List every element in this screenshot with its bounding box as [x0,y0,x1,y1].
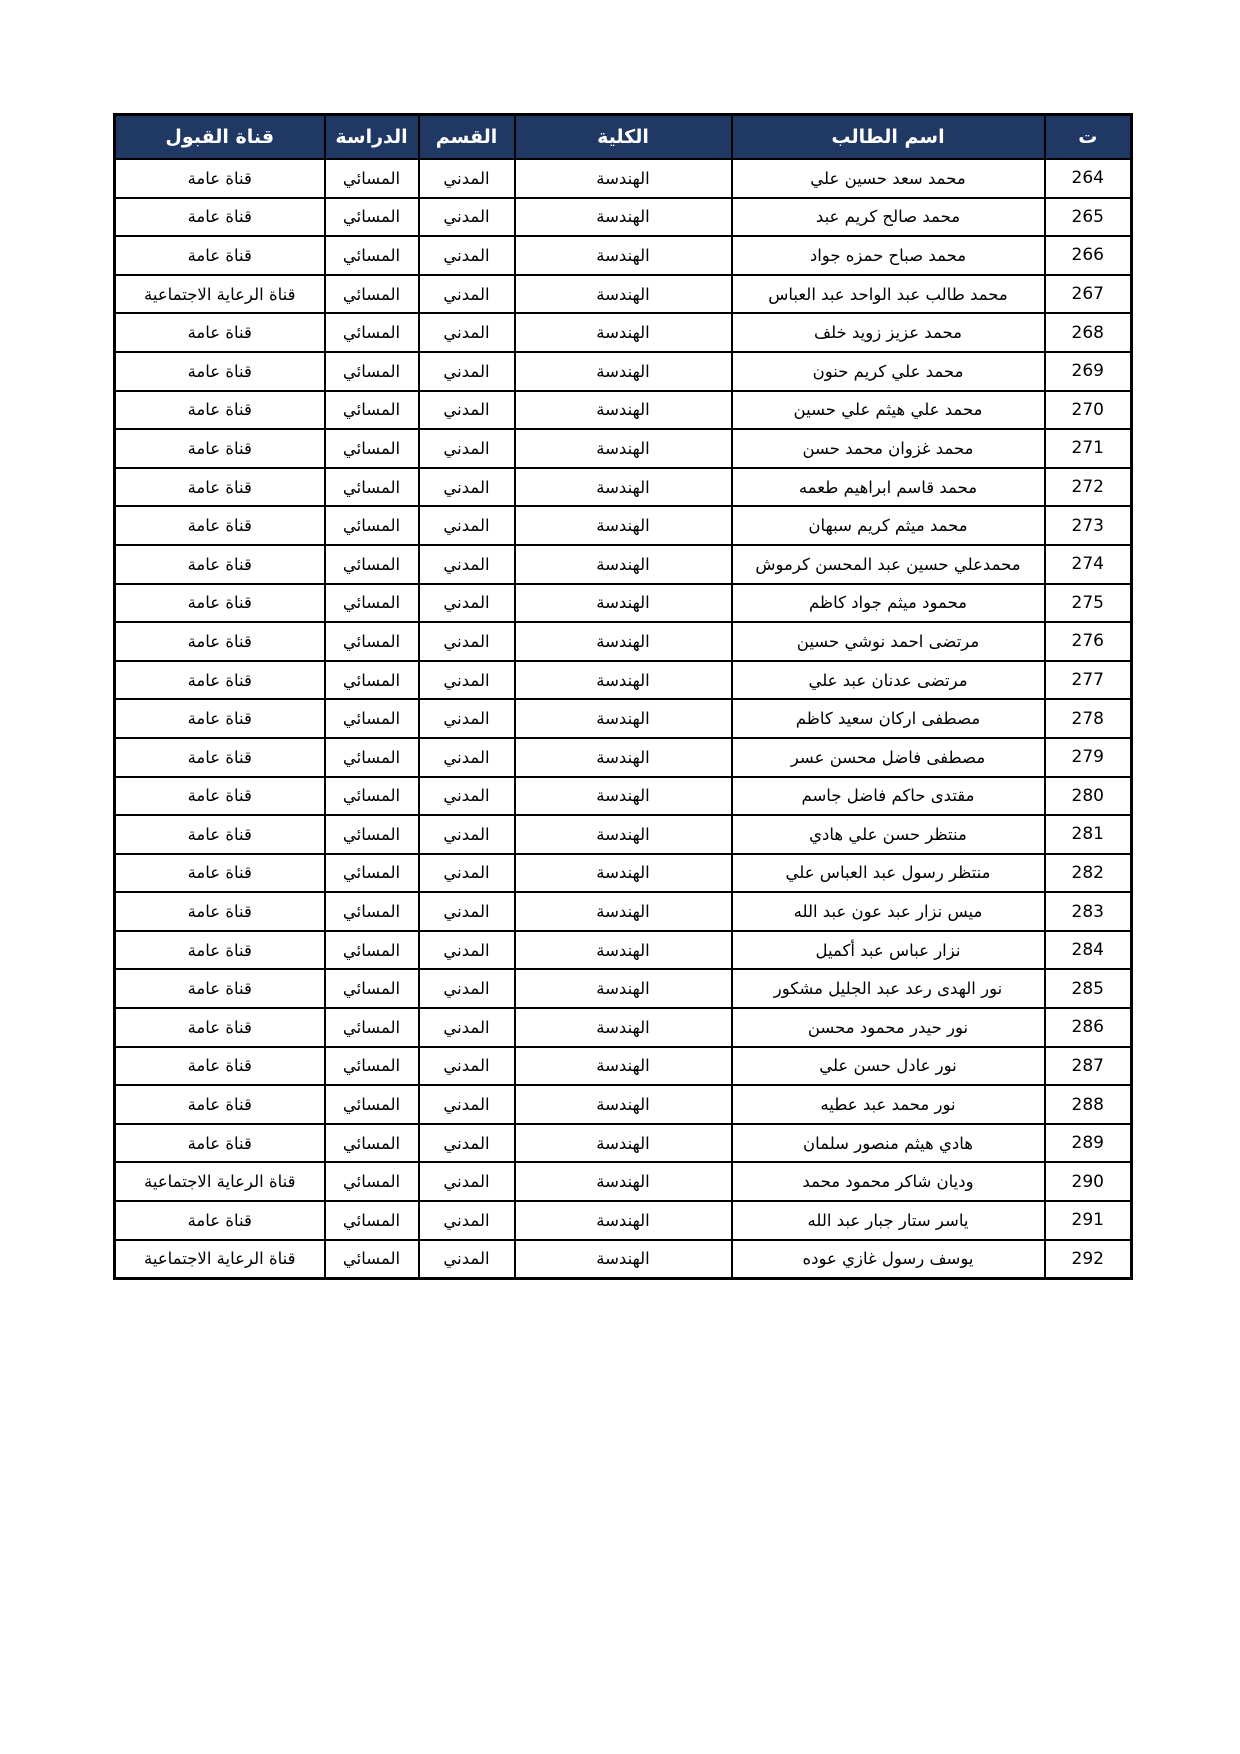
table-row [115,429,1132,468]
cell-study: المسائي [325,738,419,777]
cell-department: المدني [419,1201,515,1240]
table-row [115,506,1132,545]
cell-name: منتظر رسول عبد العباس علي [732,854,1045,893]
cell-study: المسائي [325,1240,419,1279]
cell-channel: قناة عامة [115,969,325,1008]
cell-study: المسائي [325,352,419,391]
cell-index: 267 [1045,275,1132,314]
cell-study: المسائي [325,777,419,816]
cell-channel: قناة الرعاية الاجتماعية [115,1162,325,1201]
cell-college: الهندسة [515,622,732,661]
cell-department: المدني [419,584,515,623]
cell-name: محمد عزيز زويد خلف [732,313,1045,352]
cell-name: محمد علي كريم حنون [732,352,1045,391]
cell-index: 277 [1045,661,1132,700]
table-row [115,699,1132,738]
cell-study: المسائي [325,661,419,700]
table-row [115,236,1132,275]
cell-name: منتظر حسن علي هادي [732,815,1045,854]
table-row [115,1240,1132,1279]
cell-study: المسائي [325,622,419,661]
table-row [115,815,1132,854]
cell-college: الهندسة [515,931,732,970]
students-table [113,113,1133,1280]
cell-college: الهندسة [515,1124,732,1163]
cell-department: المدني [419,1085,515,1124]
cell-study: المسائي [325,584,419,623]
cell-study: المسائي [325,931,419,970]
cell-index: 270 [1045,391,1132,430]
cell-study: المسائي [325,1201,419,1240]
cell-college: الهندسة [515,429,732,468]
cell-department: المدني [419,1240,515,1279]
cell-study: المسائي [325,391,419,430]
cell-channel: قناة عامة [115,468,325,507]
cell-department: المدني [419,969,515,1008]
cell-department: المدني [419,352,515,391]
cell-name: مقتدى حاكم فاضل جاسم [732,777,1045,816]
cell-name: نور عادل حسن علي [732,1047,1045,1086]
cell-college: الهندسة [515,815,732,854]
cell-channel: قناة عامة [115,236,325,275]
table-row [115,275,1132,314]
cell-college: الهندسة [515,1008,732,1047]
table-row [115,391,1132,430]
cell-index: 276 [1045,622,1132,661]
cell-name: محمد طالب عبد الواحد عبد العباس [732,275,1045,314]
cell-study: المسائي [325,429,419,468]
cell-study: المسائي [325,1085,419,1124]
cell-name: محمد ميثم كريم سبهان [732,506,1045,545]
cell-name: نور حيدر محمود محسن [732,1008,1045,1047]
cell-study: المسائي [325,159,419,198]
cell-college: الهندسة [515,1240,732,1279]
cell-study: المسائي [325,815,419,854]
cell-index: 280 [1045,777,1132,816]
cell-index: 287 [1045,1047,1132,1086]
cell-index: 264 [1045,159,1132,198]
cell-study: المسائي [325,1162,419,1201]
col-header-student-name: اسم الطالب [732,115,1045,160]
cell-channel: قناة عامة [115,1085,325,1124]
cell-name: نزار عباس عبد أكميل [732,931,1045,970]
cell-college: الهندسة [515,1047,732,1086]
cell-department: المدني [419,1047,515,1086]
cell-channel: قناة عامة [115,352,325,391]
cell-channel: قناة عامة [115,198,325,237]
cell-channel: قناة الرعاية الاجتماعية [115,1240,325,1279]
cell-college: الهندسة [515,1162,732,1201]
cell-index: 284 [1045,931,1132,970]
cell-name: مرتضى احمد نوشي حسين [732,622,1045,661]
cell-name: مصطفى اركان سعيد كاظم [732,699,1045,738]
cell-name: ياسر ستار جبار عبد الله [732,1201,1045,1240]
cell-college: الهندسة [515,313,732,352]
cell-college: الهندسة [515,1201,732,1240]
cell-index: 290 [1045,1162,1132,1201]
cell-name: محمد سعد حسين علي [732,159,1045,198]
cell-college: الهندسة [515,1085,732,1124]
table-row [115,584,1132,623]
cell-index: 288 [1045,1085,1132,1124]
cell-department: المدني [419,661,515,700]
cell-college: الهندسة [515,506,732,545]
cell-college: الهندسة [515,969,732,1008]
cell-index: 266 [1045,236,1132,275]
cell-college: الهندسة [515,699,732,738]
cell-name: وديان شاكر محمود محمد [732,1162,1045,1201]
cell-index: 269 [1045,352,1132,391]
table-row [115,931,1132,970]
cell-channel: قناة عامة [115,545,325,584]
cell-college: الهندسة [515,275,732,314]
cell-study: المسائي [325,236,419,275]
cell-college: الهندسة [515,892,732,931]
table-row [115,892,1132,931]
cell-college: الهندسة [515,545,732,584]
cell-index: 292 [1045,1240,1132,1279]
cell-college: الهندسة [515,738,732,777]
cell-index: 289 [1045,1124,1132,1163]
col-header-index: ت [1045,115,1132,160]
cell-study: المسائي [325,506,419,545]
table-row [115,1162,1132,1201]
cell-college: الهندسة [515,236,732,275]
cell-department: المدني [419,854,515,893]
cell-channel: قناة عامة [115,429,325,468]
table-row [115,854,1132,893]
cell-name: محمد علي هيثم علي حسين [732,391,1045,430]
cell-name: مرتضى عدنان عبد علي [732,661,1045,700]
table-row [115,545,1132,584]
cell-index: 265 [1045,198,1132,237]
cell-department: المدني [419,506,515,545]
cell-college: الهندسة [515,584,732,623]
col-header-admission-channel: قناة القبول [115,115,325,160]
cell-name: محمد صباح حمزه جواد [732,236,1045,275]
cell-channel: قناة عامة [115,1047,325,1086]
table-row [115,661,1132,700]
cell-index: 282 [1045,854,1132,893]
table-row [115,159,1132,198]
cell-channel: قناة عامة [115,391,325,430]
cell-channel: قناة عامة [115,1201,325,1240]
cell-channel: قناة عامة [115,313,325,352]
cell-channel: قناة عامة [115,738,325,777]
cell-channel: قناة الرعاية الاجتماعية [115,275,325,314]
cell-study: المسائي [325,1124,419,1163]
cell-index: 279 [1045,738,1132,777]
cell-study: المسائي [325,313,419,352]
cell-name: هادي هيثم منصور سلمان [732,1124,1045,1163]
cell-college: الهندسة [515,777,732,816]
cell-college: الهندسة [515,468,732,507]
cell-study: المسائي [325,699,419,738]
cell-channel: قناة عامة [115,931,325,970]
cell-department: المدني [419,777,515,816]
cell-index: 273 [1045,506,1132,545]
cell-name: محمد صالح كريم عبد [732,198,1045,237]
cell-department: المدني [419,1162,515,1201]
cell-index: 268 [1045,313,1132,352]
table-row [115,738,1132,777]
cell-index: 291 [1045,1201,1132,1240]
cell-college: الهندسة [515,661,732,700]
cell-study: المسائي [325,1008,419,1047]
cell-study: المسائي [325,969,419,1008]
cell-name: ميس نزار عبد عون عبد الله [732,892,1045,931]
cell-name: محمد قاسم ابراهيم طعمه [732,468,1045,507]
cell-index: 271 [1045,429,1132,468]
table-row [115,313,1132,352]
cell-channel: قناة عامة [115,1124,325,1163]
cell-college: الهندسة [515,198,732,237]
cell-study: المسائي [325,468,419,507]
cell-name: محمد غزوان محمد حسن [732,429,1045,468]
table-row [115,352,1132,391]
cell-college: الهندسة [515,352,732,391]
cell-department: المدني [419,892,515,931]
cell-department: المدني [419,236,515,275]
cell-department: المدني [419,622,515,661]
table-header-row [115,115,1132,160]
cell-department: المدني [419,545,515,584]
cell-channel: قناة عامة [115,777,325,816]
col-header-department: القسم [419,115,515,160]
cell-college: الهندسة [515,159,732,198]
cell-name: مصطفى فاضل محسن عسر [732,738,1045,777]
col-header-study: الدراسة [325,115,419,160]
cell-department: المدني [419,391,515,430]
cell-channel: قناة عامة [115,815,325,854]
cell-department: المدني [419,429,515,468]
cell-study: المسائي [325,198,419,237]
cell-department: المدني [419,1124,515,1163]
cell-channel: قناة عامة [115,159,325,198]
table-row [115,622,1132,661]
cell-channel: قناة عامة [115,1008,325,1047]
cell-department: المدني [419,738,515,777]
cell-department: المدني [419,931,515,970]
cell-college: الهندسة [515,391,732,430]
cell-department: المدني [419,815,515,854]
cell-index: 274 [1045,545,1132,584]
table-row [115,969,1132,1008]
cell-index: 285 [1045,969,1132,1008]
cell-channel: قناة عامة [115,584,325,623]
cell-channel: قناة عامة [115,622,325,661]
cell-index: 278 [1045,699,1132,738]
table-row [115,1201,1132,1240]
cell-index: 281 [1045,815,1132,854]
cell-department: المدني [419,313,515,352]
cell-college: الهندسة [515,854,732,893]
cell-index: 275 [1045,584,1132,623]
table-row [115,1047,1132,1086]
col-header-college: الكلية [515,115,732,160]
cell-department: المدني [419,468,515,507]
cell-channel: قناة عامة [115,699,325,738]
cell-name: محمدعلي حسين عبد المحسن كرموش [732,545,1045,584]
cell-index: 283 [1045,892,1132,931]
cell-name: نور الهدى رعد عبد الجليل مشكور [732,969,1045,1008]
table-row [115,198,1132,237]
cell-department: المدني [419,159,515,198]
cell-channel: قناة عامة [115,661,325,700]
table-row [115,1008,1132,1047]
cell-study: المسائي [325,545,419,584]
cell-study: المسائي [325,275,419,314]
cell-department: المدني [419,1008,515,1047]
table-row [115,1124,1132,1163]
cell-study: المسائي [325,1047,419,1086]
cell-channel: قناة عامة [115,892,325,931]
cell-name: يوسف رسول غازي عوده [732,1240,1045,1279]
cell-department: المدني [419,198,515,237]
table-row [115,777,1132,816]
cell-index: 286 [1045,1008,1132,1047]
cell-department: المدني [419,275,515,314]
table-row [115,468,1132,507]
table-row [115,1085,1132,1124]
cell-name: نور محمد عبد عطيه [732,1085,1045,1124]
cell-study: المسائي [325,854,419,893]
cell-channel: قناة عامة [115,506,325,545]
cell-name: محمود ميثم جواد كاظم [732,584,1045,623]
cell-channel: قناة عامة [115,854,325,893]
cell-index: 272 [1045,468,1132,507]
cell-study: المسائي [325,892,419,931]
cell-department: المدني [419,699,515,738]
